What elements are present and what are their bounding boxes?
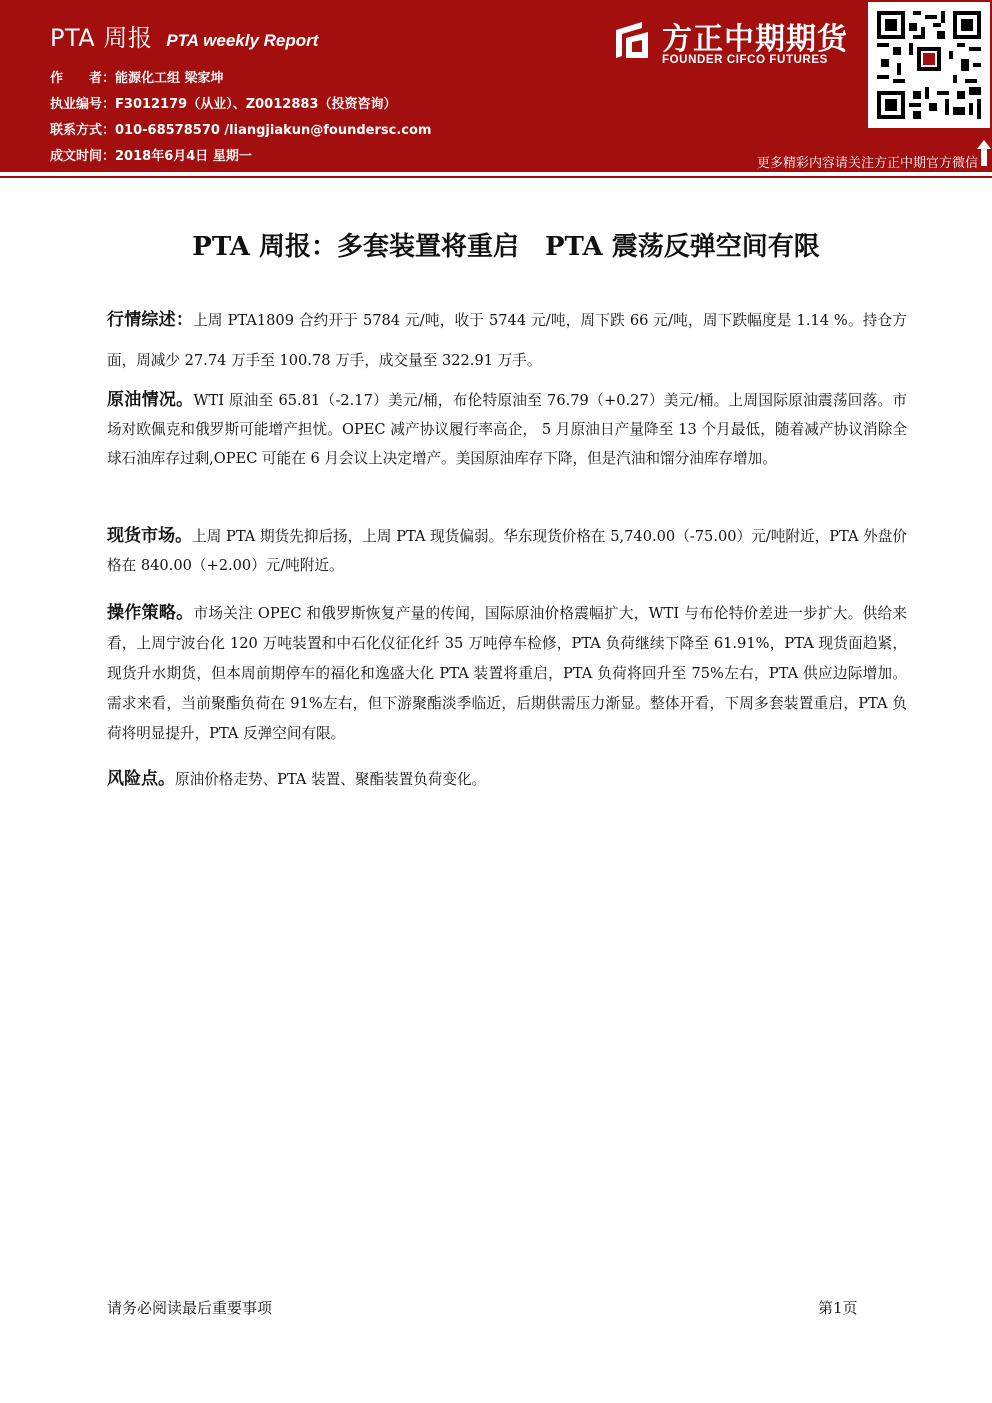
section-label: 行情综述：: [107, 310, 194, 330]
section-market-overview: [107, 300, 907, 381]
author-row: [50, 67, 224, 86]
section-crude-oil: [107, 386, 907, 473]
contact-row: [50, 119, 431, 138]
section-text: 上周 PTA1809 合约开于 5784 元/吨，收于 5744 元/吨，周下跌 66 元/吨，周下跌幅度是 1.14 %。持仓方面，周减少 27.74 万手至 100.78 万手，成交量至 322.91 万手。: [107, 312, 908, 369]
author-label: 作 者：: [50, 71, 116, 86]
section-text: WTI 原油至 65.81（-2.17）美元/桶，布伦特原油至 76.79（+0.27）美元/桶。上周国际原油震荡回落。市场对欧佩克和俄罗斯可能增产担忧。OPEC 减产协议履行率高企， 5 月原油日产量降至 13 个月最低，随着减产协议消除全球石油库存过剩,OPEC 可能在 6 月会议上决定增产。美国原油库存下降，但是汽油和馏分油库存增加。: [107, 392, 907, 467]
contact-label: 联系方式：: [50, 123, 116, 138]
report-title-line: [50, 18, 318, 53]
section-label: 原油情况。: [107, 390, 194, 410]
section-label: 现货市场。: [107, 526, 193, 546]
section-risks: [107, 765, 907, 794]
section-strategy: [107, 598, 907, 749]
section-text: 上周 PTA 期货先抑后扬，上周 PTA 现货偏弱。华东现货价格在 5,740.00（-75.00）元/吨附近，PTA 外盘价格在 840.00（+2.00）元/吨附近。: [107, 528, 907, 574]
section-label: 操作策略。: [107, 603, 194, 623]
license-row: [50, 93, 396, 112]
date-label: 成文时间：: [50, 149, 116, 164]
header-banner: [0, 0, 992, 172]
logo-text-en: FOUNDER CIFCO FUTURES: [662, 54, 828, 66]
footer-notice: 请务必阅读最后重要事项: [107, 1299, 273, 1317]
logo-text-cn: 方正中期期货: [662, 22, 848, 57]
license-value: F3012179（从业）、Z0012883（投资咨询）: [115, 97, 397, 112]
date-row: [50, 145, 252, 164]
section-spot-market: [107, 522, 907, 580]
date-value: 2018年6月4日 星期一: [115, 149, 252, 164]
wechat-qr-code: [868, 2, 990, 128]
header-divider: [0, 176, 992, 178]
page-title: PTA 周报：多套装置将重启 PTA 震荡反弹空间有限: [192, 232, 820, 262]
arrow-up-icon: [977, 140, 991, 166]
section-text: 原油价格走势、PTA 装置、聚酯装置负荷变化。: [175, 771, 487, 788]
report-title-en: PTA weekly Report: [166, 31, 319, 50]
logo-mark-icon: [612, 20, 652, 60]
report-title-cn: PTA 周报: [50, 24, 153, 52]
page-number: 第1页: [818, 1299, 858, 1317]
company-logo: [612, 16, 862, 72]
contact-value: 010-68578570 /liangjiakun@foundersc.com: [115, 123, 432, 138]
section-text: 市场关注 OPEC 和俄罗斯恢复产量的传闻，国际原油价格震幅扩大，WTI 与布伦特价差进一步扩大。供给来看，上周宁波台化 120 万吨装置和中石化仪征化纤 35 万吨停车检修，PTA 负荷继续下降至 61.91%，PTA 现货面趋紧，现货升水期货，但本周前期停车的福化和逸盛大化 PTA 装置将重启，PTA 负荷将回升至 75%左右，PTA 供应边际增加。需求来看，当前聚酯负荷在 91%左右，但下游聚酯淡季临近，后期供需压力渐显。整体开看，下周多套装置重启，PTA 负荷将明显提升，PTA 反弹空间有限。: [107, 605, 907, 742]
author-value: 能源化工组 梁家坤: [115, 71, 224, 86]
license-label: 执业编号：: [50, 97, 116, 112]
follow-wechat-text: 更多精彩内容请关注方正中期官方微信: [756, 156, 978, 171]
qr-code-icon: [877, 11, 981, 119]
section-label: 风险点。: [107, 769, 175, 789]
